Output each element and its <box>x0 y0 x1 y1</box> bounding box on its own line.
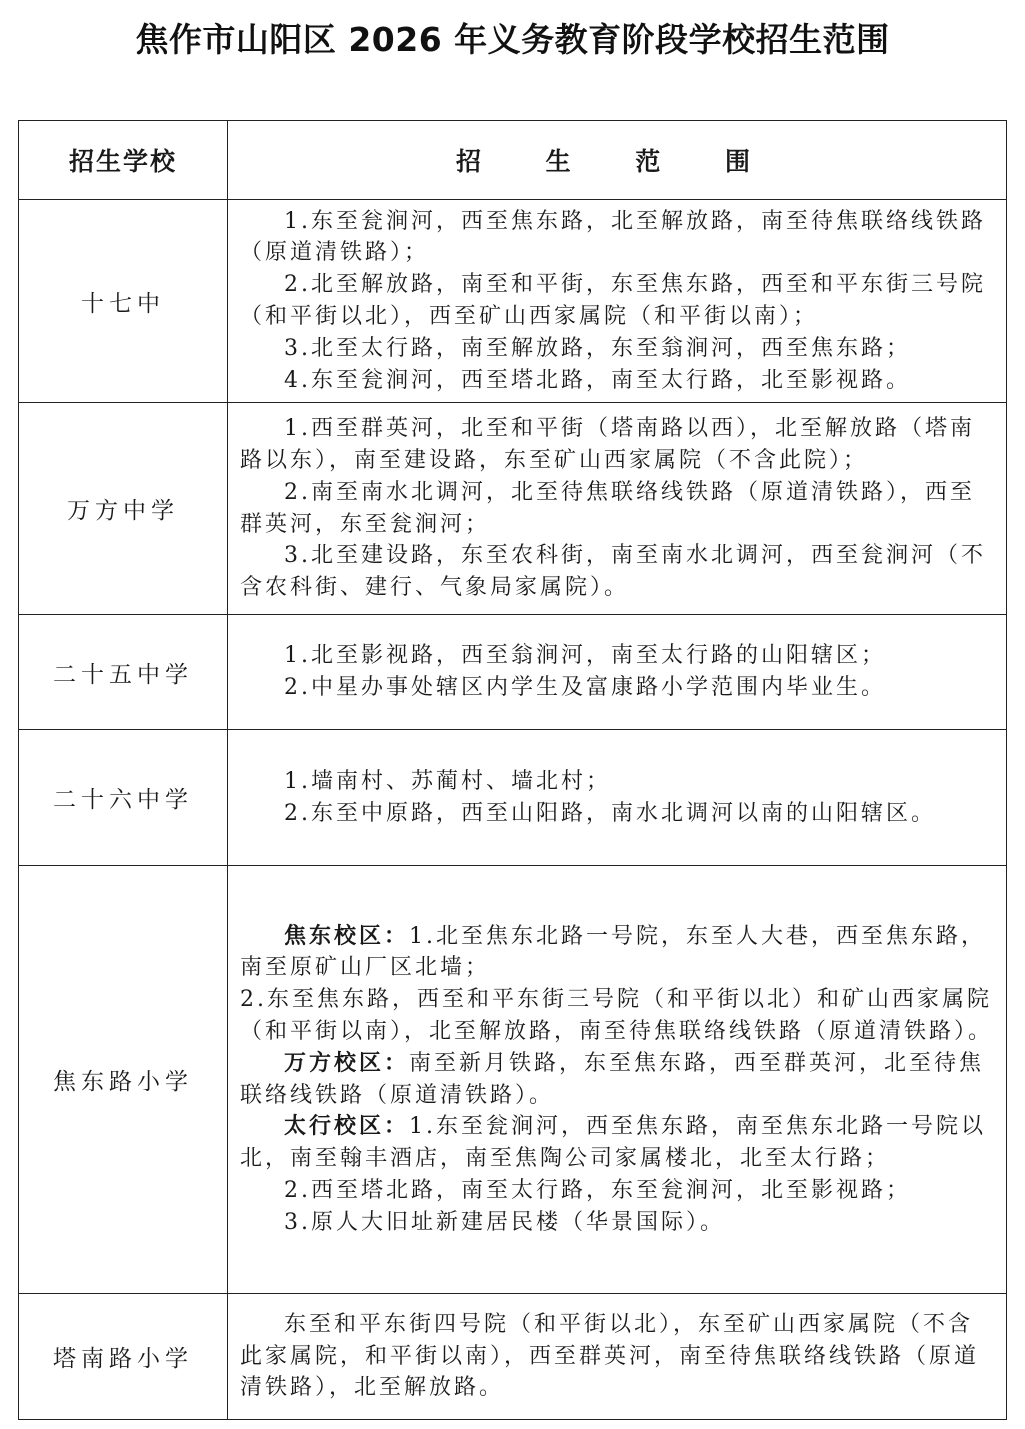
scope-line: 2.南至南水北调河，北至待焦联络线铁路（原道清铁路），西至群英河，东至瓮涧河； <box>240 479 975 537</box>
scope-line: 1.西至群英河，北至和平街（塔南路以西），北至解放路（塔南路以东），南至建设路，东至矿山西家属院（不含此院）； <box>240 416 975 473</box>
campus-block <box>240 1048 996 1112</box>
scope-line: 1.东至瓮涧河，西至焦东路，北至解放路，南至待焦联络线铁路（原道清铁路）； <box>240 208 986 266</box>
enrollment-table <box>18 120 1007 1420</box>
campus-name: 太行校区： <box>284 1114 410 1140</box>
scope-cell <box>228 730 1007 866</box>
school-name: 塔南路小学 <box>19 1294 228 1420</box>
scope-line: 3.原人大旧址新建居民楼（华景国际）。 <box>284 1209 725 1235</box>
scope-cell <box>228 403 1007 615</box>
table-row <box>19 403 1007 615</box>
scope-line: 2.北至解放路，南至和平街，东至焦东路，西至和平东街三号院（和平街以北），西至矿山西家属院（和平街以南）； <box>240 272 986 329</box>
scope-line: 1.北至影视路，西至翁涧河，南至太行路的山阳辖区； <box>284 643 886 669</box>
scope-line: 1.东至瓮涧河，西至焦东路，南至焦东北路一号院以北，南至翰丰酒店，南至焦陶公司家属楼北，北至太行路； <box>240 1114 987 1172</box>
page-title: 焦作市山阳区 2026 年义务教育阶段学校招生范围 <box>135 20 890 59</box>
scope-cell <box>228 1294 1007 1420</box>
school-name: 二十六中学 <box>19 730 228 866</box>
campus-name: 万方校区： <box>284 1050 410 1076</box>
scope-line: 2.中星办事处辖区内学生及富康路小学范围内毕业生。 <box>284 675 886 700</box>
header-school: 招生学校 <box>19 121 228 200</box>
scope-line: 2.东至中原路，西至山阳路，南水北调河以南的山阳辖区。 <box>284 800 936 826</box>
table-header-row <box>19 121 1007 200</box>
scope-line: 3.北至太行路，南至解放路，东至翁涧河，西至焦东路； <box>284 335 911 361</box>
scope-cell <box>228 200 1007 403</box>
table-row <box>19 866 1007 1294</box>
header-scope: 招 生 范 围 <box>228 121 1007 200</box>
school-name: 万方中学 <box>19 403 228 615</box>
campus-name: 焦东校区： <box>284 923 410 949</box>
school-name: 二十五中学 <box>19 615 228 730</box>
table-row <box>19 1294 1007 1420</box>
scope-line: 东至和平东街四号院（和平街以北），东至矿山西家属院（不含此家属院，和平街以南），西至群英河，南至待焦联络线铁路（原道清铁路），北至解放路。 <box>240 1311 980 1401</box>
campus-block <box>240 921 996 985</box>
scope-cell <box>228 866 1007 1294</box>
school-name: 焦东路小学 <box>19 866 228 1294</box>
scope-line: 4.东至瓮涧河，西至塔北路，南至太行路，北至影视路。 <box>284 367 911 393</box>
table-row <box>19 730 1007 866</box>
scope-line: 2.东至焦东路，西至和平东街三号院（和平街以北）和矿山西家属院（和平街以南），北至解放路，南至待焦联络线铁路（原道清铁路）。 <box>240 987 994 1044</box>
school-name: 十七中 <box>19 200 228 403</box>
campus-block <box>240 1111 996 1175</box>
table-row <box>19 615 1007 730</box>
scope-line: 南至新月铁路，东至焦东路，西至群英河，北至待焦联络线铁路（原道清铁路）。 <box>240 1050 985 1108</box>
scope-line: 1.北至焦东北路一号院，东至人大巷，西至焦东路，南至原矿山厂区北墙； <box>240 923 987 981</box>
scope-line: 3.北至建设路，东至农科街，南至南水北调河，西至瓮涧河（不含农科街、建行、气象局家属院）。 <box>240 543 986 601</box>
scope-line: 2.西至塔北路，南至太行路，东至瓮涧河，北至影视路； <box>284 1177 911 1203</box>
scope-line: 1.墙南村、苏蔺村、墙北村； <box>284 768 611 794</box>
scope-cell <box>228 615 1007 730</box>
table-row <box>19 200 1007 403</box>
